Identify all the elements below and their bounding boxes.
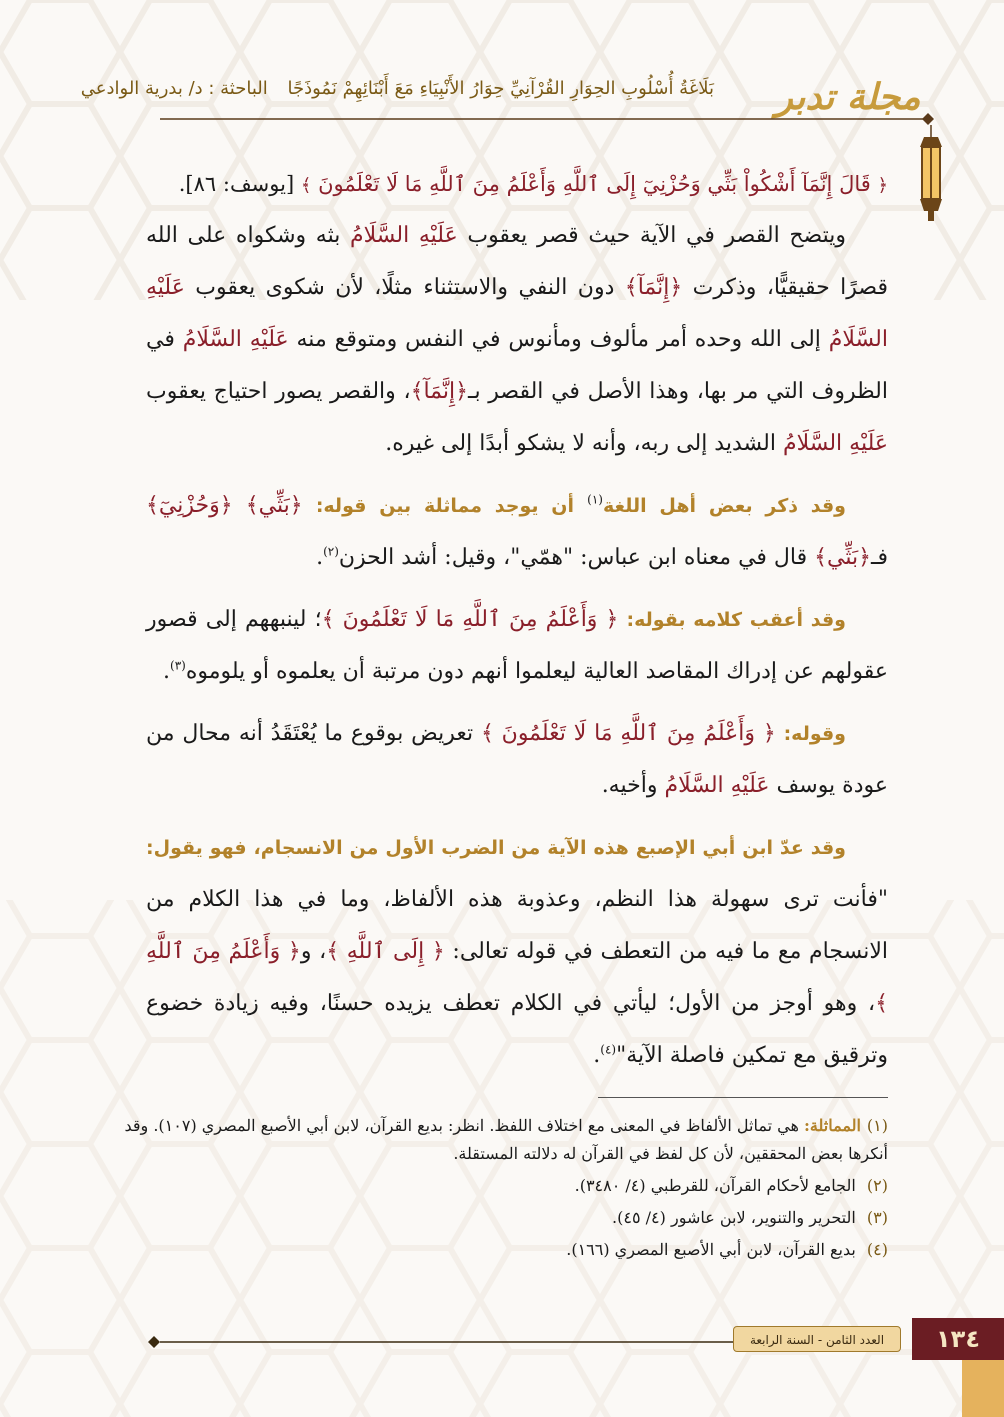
footnote-ref[interactable]: (٤) bbox=[600, 1042, 617, 1057]
quran-verse: ﴿ وَأَعْلَمُ مِنَ ٱللَّهِ مَا لَا تَعْلَمُونَ ﴾ bbox=[480, 721, 776, 746]
footnote-ref[interactable]: (١) bbox=[587, 492, 603, 507]
footnote-number: (٢) bbox=[866, 1176, 888, 1195]
page-number: ١٣٤ bbox=[912, 1318, 1004, 1360]
header-divider bbox=[160, 113, 940, 125]
footnote-text: بديع القرآن، لابن أبي الأصبع المصري (١٦٦). bbox=[566, 1240, 856, 1259]
ornate-bracket-close: ﴾ bbox=[300, 175, 312, 196]
honorific: عَلَيْهِ السَّلَامُ bbox=[350, 223, 458, 248]
paragraph-2 bbox=[146, 480, 888, 584]
text-run: فـ bbox=[871, 545, 888, 570]
footnotes bbox=[118, 1112, 888, 1268]
footer-divider bbox=[148, 1336, 742, 1348]
text-run: دون النفي والاستثناء مثلًا، لأن شكوى يعقوب bbox=[195, 275, 615, 300]
gold-lead: وقد أعقب كلامه بقوله: bbox=[626, 609, 846, 631]
quran-word: ﴿بَثِّي﴾ bbox=[814, 545, 872, 570]
footnote-text: التحرير والتنوير، لابن عاشور (٤/ ٤٥). bbox=[612, 1208, 856, 1227]
gold-lead: أن يوجد مماثلة بين قوله: bbox=[315, 495, 574, 517]
journal-logo: مجلة تدبر bbox=[775, 76, 921, 118]
honorific: عَلَيْهِ السَّلَامُ bbox=[782, 431, 888, 456]
text-run: ، والقصر يصور احتياج يعقوب bbox=[146, 379, 411, 404]
footnote-term: المماثلة: bbox=[803, 1116, 861, 1135]
text-run: ، وهو أوجز من الأول؛ ليأتي في الكلام تعطف يزيده حسنًا، وفيه زيادة خضوع وترقيق مع تمكين فاصلة الآية" bbox=[146, 991, 888, 1068]
paragraph-4 bbox=[146, 708, 888, 812]
text-run: قال في معناه ابن عباس: "همّي"، وقيل: أشد الحزن bbox=[338, 545, 808, 570]
text-run: إلى الله وحده أمر مألوف ومأنوس في النفس ومتوقع منه bbox=[296, 327, 821, 352]
footnote-text: الجامع لأحكام القرآن، للقرطبي (٤/ ٣٤٨٠). bbox=[574, 1176, 856, 1195]
footnote-number: (٤) bbox=[866, 1240, 888, 1259]
header-title bbox=[81, 78, 714, 99]
quran-verse: ﴿ وَأَعْلَمُ مِنَ ٱللَّهِ مَا لَا تَعْلَمُونَ ﴾ bbox=[321, 607, 619, 632]
article-body bbox=[146, 160, 888, 1082]
text-run: ؛ لينبههم إلى قصور عقولهم عن إدراك المقاصد العالية ليعلموا أنهم دون مرتبة أن يعلموه أو يلوموه bbox=[146, 607, 888, 684]
issue-label: العدد الثامن - السنة الرابعة bbox=[733, 1326, 901, 1352]
paragraph-3 bbox=[146, 594, 888, 698]
footnote-ref[interactable]: (٢) bbox=[323, 544, 339, 559]
footnote-4 bbox=[118, 1236, 888, 1264]
gold-lead: وقد عدّ ابن أبي الإصبع هذه الآية من الضرب الأول من الانسجام، فهو يقول: bbox=[146, 837, 846, 859]
text-run: بثه وشكواه على الله قصرًا حقيقيًّا، وذكرت bbox=[146, 223, 889, 300]
text-run: . bbox=[163, 659, 171, 684]
text-run: تعريض بوقوع ما يُعْتَقَدُ أنه محال من عودة يوسف bbox=[146, 721, 888, 798]
text-run: في الظروف التي مر بها، وهذا الأصل في القصر بـ bbox=[146, 327, 888, 404]
footnote-number: (١) bbox=[866, 1116, 888, 1135]
footnote-ref[interactable]: (٣) bbox=[170, 658, 186, 673]
verse-line bbox=[146, 160, 888, 210]
text-run: . bbox=[316, 545, 324, 570]
article-title: بَلَاغَةُ أُسْلُوبِ الحِوَارِ القُرْآنِيِّ حِوَارُ الأَنْبِيَاءِ مَعَ أَبْنَائِهِمْ نَمُوذَجًا bbox=[287, 78, 714, 99]
text-run: "فأنت ترى سهولة هذا النظم، وعذوبة هذه الألفاظ، وما في هذا الكلام من الانسجام مع ما فيه من التعطف في قوله تعالى: bbox=[146, 887, 888, 964]
text-run: . bbox=[593, 1043, 601, 1068]
honorific: عَلَيْهِ السَّلَامُ bbox=[664, 773, 770, 798]
quran-verse: قَالَ إِنَّمَآ أَشْكُواْ بَثِّي وَحُزْنِيٓ إِلَى ٱللَّهِ وَأَعْلَمُ مِنَ ٱللَّهِ مَا لَا تَعْلَمُونَ bbox=[318, 172, 871, 196]
text-run: ويتضح القصر في الآية حيث قصر يعقوب bbox=[467, 223, 847, 248]
footnote-text: هي تماثل الألفاظ في المعنى مع اختلاف اللفظ. انظر: بديع القرآن، لابن أبي الأصبع المصري (١٠٧). وقد أنكرها بعض المحققين، لأن كل لفظ في القرآن له دلالته المستقلة. bbox=[124, 1116, 888, 1163]
text-run: ، و bbox=[300, 939, 327, 964]
gold-lead: وقوله: bbox=[783, 723, 846, 745]
text-run: وأخيه. bbox=[601, 773, 658, 798]
quran-word: ﴿ إِلَى ٱللَّهِ ﴾ bbox=[326, 939, 445, 964]
gold-lead: وقد ذكر بعض أهل اللغة bbox=[602, 495, 846, 517]
honorific: عَلَيْهِ السَّلَامُ bbox=[146, 275, 888, 352]
footnote-3 bbox=[118, 1204, 888, 1232]
ornate-bracket-open: ﴿ bbox=[877, 175, 888, 196]
quran-word: ﴿إِنَّمَآ﴾ bbox=[624, 275, 683, 300]
footnote-1 bbox=[118, 1112, 888, 1168]
quran-word: ﴿إِنَّمَآ﴾ bbox=[410, 379, 469, 404]
verse-reference: [يوسف: ٨٦]. bbox=[178, 172, 295, 196]
honorific: عَلَيْهِ السَّلَامُ bbox=[182, 327, 289, 352]
footnote-2 bbox=[118, 1172, 888, 1200]
paragraph-1 bbox=[146, 210, 888, 470]
lantern-icon bbox=[916, 125, 946, 225]
quran-word: ﴿وَحُزْنِيٓ﴾ bbox=[146, 493, 233, 518]
corner-decoration bbox=[962, 1360, 1004, 1417]
footnote-divider bbox=[598, 1097, 888, 1098]
author-name: الباحثة : د/ بدرية الوادعي bbox=[80, 78, 268, 99]
paragraph-5 bbox=[146, 822, 888, 1082]
quran-word: ﴿بَثِّي﴾ bbox=[245, 493, 303, 518]
footnote-number: (٣) bbox=[866, 1208, 888, 1227]
quran-word: ﴿ وَأَعْلَمُ مِنَ ٱللَّهِ ﴾ bbox=[146, 939, 888, 1016]
text-run: الشديد إلى ربه، وأنه لا يشكو أبدًا إلى غيره. bbox=[385, 431, 776, 456]
